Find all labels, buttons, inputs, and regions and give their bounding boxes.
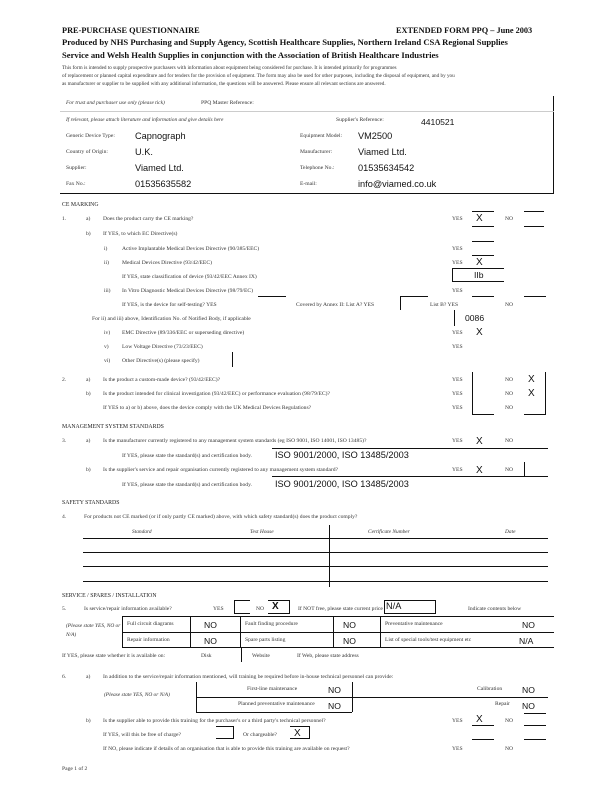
ivd-annex-text: Covered by Annex II: List A? YES (296, 302, 375, 308)
country-of-origin-value[interactable]: U.K. (135, 147, 153, 157)
service-value-special-tools[interactable]: N/A (519, 636, 534, 646)
q1a-yes-mark[interactable]: X (476, 213, 483, 224)
ce-marking-heading: CE MARKING (62, 202, 99, 208)
q6-free-text: If YES, will this be free of charge? (103, 732, 181, 738)
service-item-fault-finding: Fault finding procedure (245, 621, 298, 627)
q2a-text: Is the product a custom-made device? (93/42/EEC)? (103, 377, 221, 383)
q4-number: 4. (62, 514, 67, 520)
q2a-yes-label: YES (452, 377, 463, 383)
q5-number: 5. (62, 606, 67, 612)
telephone-label: Telephone No.: (300, 165, 335, 171)
directive-iv-yes-label: YES (452, 330, 463, 336)
classification-value[interactable]: IIb (474, 270, 484, 280)
q2b-text: Is the product intended for clinical investigation (93/42/EEC) or performance evaluation (98/79/EC)? (103, 391, 330, 397)
q2b-no-mark[interactable]: X (528, 388, 535, 399)
service-value-fault-finding[interactable]: NO (343, 620, 356, 630)
q3a-yes-label: YES (452, 438, 463, 444)
q2c-no-label: NO (505, 405, 514, 411)
q3-number: 3. (62, 438, 67, 444)
generic-device-type-label: Generic Device Type: (66, 133, 115, 139)
safety-table-header-line (83, 538, 548, 539)
directive-ii-yes-mark[interactable]: X (476, 257, 483, 268)
supplier-ref-value[interactable]: 4410521 (421, 117, 455, 127)
q1a-text: Does the product carry the CE marking? (103, 216, 194, 222)
q2b-yes-label: YES (452, 391, 463, 397)
classification-text: If YES, state classification of device (93/42/EEC Annex IX) (122, 274, 257, 280)
service-item-spare-parts: Spare parts listing (245, 637, 286, 643)
q5-yes-box[interactable] (234, 600, 250, 614)
q5-text: Is service/repair information available? (84, 606, 172, 612)
q3b-text: Is the supplier's service and repair organisation currently registered to any management system standard? (103, 467, 338, 473)
safety-table-row (83, 566, 548, 567)
q3a-standards-value[interactable]: ISO 9001/2000, ISO 13485/2003 (275, 450, 409, 460)
generic-device-type-value[interactable]: Capnograph (135, 131, 186, 141)
directive-iv-text: EMC Directive (89/336/EEC or superseding directive) (122, 330, 245, 336)
q3a-text: Is the manufacturer currently registered to any management system standards (eg ISO 9001, ISO 14001, ISO 13485)? (103, 438, 367, 444)
q5-media-website[interactable]: Website (252, 653, 270, 659)
directive-iv-yes-mark[interactable]: X (476, 327, 483, 338)
q2a-letter: a) (86, 377, 91, 383)
supplier-value[interactable]: Viamed Ltd. (135, 163, 184, 173)
page-number: Page 1 of 2 (62, 766, 88, 772)
country-of-origin-label: Country of Origin: (66, 149, 108, 155)
q2-no-column (524, 372, 546, 415)
q2a-no-mark[interactable]: X (528, 374, 535, 385)
q3b-yes-label: YES (452, 467, 463, 473)
directive-vi-text: Other Directive(s) (please specify) (122, 358, 200, 364)
q5-contents-text: Indicate contents below (468, 606, 522, 612)
safety-col-standard: Standard (132, 529, 152, 535)
manufacturer-value[interactable]: Viamed Ltd. (358, 147, 407, 157)
q6b-yes-mark[interactable]: X (476, 714, 483, 725)
directive-v-num: v) (104, 344, 109, 350)
service-item-special-tools: List of special tools/test equipment etc (385, 637, 472, 643)
ivd-listb-text: List B? YES (430, 302, 459, 308)
notified-body-text: For ii) and iii) above, Identification No. of Notified Body, if applicable (92, 316, 251, 322)
directive-ii-text: Medical Devices Directive (93/42/EEC) (122, 260, 212, 266)
safety-col-certificate: Certificate Number (368, 529, 410, 535)
ivd-self-test-text: If YES, is the device for self-testing? YES (122, 302, 217, 308)
directive-iv-num: iv) (104, 330, 111, 336)
q6a-letter: a) (86, 674, 91, 680)
q5-media-disk[interactable]: Disk (201, 653, 212, 659)
q2-yes-column (472, 372, 494, 415)
directive-i-text: Active Implantable Medical Devices Directive (90/385/EEC) (122, 246, 260, 252)
q2c-text: If YES to a) or b) above, does the device comply with the UK Medical Devices Regulations? (103, 405, 312, 411)
q6c-text: If NO, please indicate if details of an organisation that is able to provide this training are available on request? (103, 746, 350, 752)
q3a-no-label: NO (505, 438, 514, 444)
ppq-master-ref-label: PPQ Master Reference: (201, 100, 254, 106)
q2b-letter: b) (86, 391, 91, 397)
directive-i-yes-label: YES (452, 246, 463, 252)
manufacturer-label: Manufacturer: (300, 149, 332, 155)
directive-v-text: Low Voltage Directive (73/23/EEC) (122, 344, 203, 350)
q3a-letter: a) (86, 438, 91, 444)
training-value-ppm[interactable]: NO (328, 701, 341, 711)
q6c-yes-label: YES (452, 746, 463, 752)
directive-ii-num: ii) (104, 260, 109, 266)
service-value-repair-info[interactable]: NO (204, 636, 217, 646)
q6-chargeable-text: Or chargeable? (243, 732, 277, 738)
q3a-state-text: If YES, please state the standard(s) and certification body. (122, 453, 252, 459)
safety-col-test-house: Test House (250, 529, 274, 535)
service-value-circuit-diagrams[interactable]: NO (204, 620, 217, 630)
q3b-yes-mark[interactable]: X (476, 465, 483, 476)
service-value-preventative[interactable]: NO (522, 620, 535, 630)
ivd-annex-box[interactable] (400, 296, 428, 310)
q5-no-label: NO (256, 606, 265, 612)
q5-cost-value: N/A (386, 601, 402, 611)
q6-free-box[interactable] (216, 726, 234, 739)
service-heading: SERVICE / SPARES / INSTALLATION (62, 593, 157, 599)
supplier-ref-note: If relevant, please attach literature and information and give details here (66, 117, 224, 123)
q6-chargeable-mark: X (294, 728, 301, 739)
q3a-yes-mark[interactable]: X (476, 436, 483, 447)
directive-iii-text: In Vitro Diagnostic Medical Devices Directive (98/79/EC) (122, 288, 253, 294)
form-version: EXTENDED FORM PPQ – June 2003 (396, 26, 533, 35)
intro-line-3: as manufacturer or supplier to be supplied with any additional information, the questions will be answered. Please ensure all relevant sections are answered. (62, 81, 386, 87)
directive-v-yes-label: YES (452, 344, 463, 350)
q6a-text: In addition to the service/repair information mentioned, will training be required before in-house technical personnel can provide: (103, 674, 394, 680)
q3b-state-text: If YES, please state the standard(s) and certification body. (122, 482, 252, 488)
q5-yes-label: YES (213, 606, 224, 612)
q1b-text: If YES, to which EC Directive(s) (103, 231, 178, 237)
q5-web-address-text: If Web, please state address (297, 653, 359, 659)
q5-side-note: (Please state YES, NO or N/A) (66, 623, 121, 638)
safety-col-date: Date (505, 529, 516, 535)
service-item-repair-info: Repair information (127, 637, 170, 643)
service-item-circuit-diagrams: Full circuit diagrams (127, 621, 174, 627)
q1a-no-label: NO (505, 216, 514, 222)
producer-line-1: Produced by NHS Purchasing and Supply Agency, Scottish Healthcare Supplies, Northern Ireland CSA Regional Supplies (62, 37, 508, 47)
safety-heading: SAFETY STANDARDS (62, 500, 120, 506)
service-value-spare-parts[interactable]: NO (343, 636, 356, 646)
q6b-no-label: NO (505, 718, 514, 724)
notified-body-value[interactable]: 0086 (465, 313, 485, 323)
training-value-calibration[interactable]: NO (522, 685, 535, 695)
producer-line-2: Service and Welsh Health Supplies in conjunction with the Association of British Healthcare Industries (62, 50, 439, 60)
intro-line-1: This form is intended to supply prospective purchasers with information about equipment being considered for purchase. It is intended primarily for programmes (62, 65, 397, 71)
safety-table-divider (329, 525, 330, 587)
q1a-letter: a) (86, 216, 91, 222)
training-value-repair[interactable]: NO (522, 701, 535, 711)
q1-number: 1. (62, 216, 67, 222)
q1b-letter: b) (86, 231, 91, 237)
safety-table-row (83, 581, 548, 582)
directive-ii-yes-label: YES (452, 260, 463, 266)
training-item-ppm: Planned preventative maintenance (238, 701, 315, 707)
q6-number: 6. (62, 674, 67, 680)
training-item-first-line: First-line maintenance (247, 686, 298, 692)
management-heading: MANAGEMENT SYSTEM STANDARDS (62, 424, 164, 430)
training-value-first-line[interactable]: NO (328, 685, 341, 695)
supplier-ref-label: Supplier's Reference: (336, 117, 384, 123)
q5-media-text: If YES, please state whether it is available on: (62, 653, 166, 659)
q5-cost-text: If NOT free, please state current price (298, 606, 383, 612)
telephone-value[interactable]: 01535634542 (358, 163, 415, 173)
intro-line-2: of replacement or planned capital expenditure and for tenders for the provision of equipment. The form may also be used for other purposes, including the disposal of equipment, and by you (62, 73, 455, 79)
q6b-letter: b) (86, 718, 91, 724)
ppq-use-label: For trust and purchaser use only (please tick) (66, 100, 165, 106)
q3b-no-label: NO (505, 467, 514, 473)
q2b-no-label: NO (505, 391, 514, 397)
form-title: PRE-PURCHASE QUESTIONNAIRE (62, 26, 200, 35)
q6c-no-label: NO (505, 746, 514, 752)
email-value[interactable]: info@viamed.co.uk (358, 179, 437, 189)
supplier-label: Supplier: (66, 165, 87, 171)
q6b-text: Is the supplier able to provide this training for the purchaser's or a third party's technical personnel? (103, 718, 326, 724)
q3b-letter: b) (86, 467, 91, 473)
q4-text: For products not CE marked (or if only partly CE marked) above, with which safety standard(s) does the product comply? (84, 514, 358, 520)
equipment-model-label: Equipment Model: (300, 133, 343, 139)
q6b-yes-label: YES (452, 718, 463, 724)
q5-no-mark: X (272, 601, 279, 612)
q2c-yes-label: YES (452, 405, 463, 411)
fax-value[interactable]: 01535635582 (135, 179, 192, 189)
training-item-calibration: Calibration (477, 686, 503, 692)
ivd-no-label: NO (505, 302, 514, 308)
training-item-repair: Repair (495, 701, 510, 707)
q6-side-note: (Please state YES, NO or N/A) (104, 692, 170, 698)
q2-number: 2. (62, 377, 67, 383)
directive-iii-num: iii) (104, 288, 111, 294)
equipment-model-value[interactable]: VM2500 (358, 131, 393, 141)
service-item-preventative: Preventative maintenance (385, 621, 443, 627)
fax-label: Fax No.: (66, 181, 86, 187)
q1a-yes-label: YES (452, 216, 463, 222)
safety-table-row (83, 552, 548, 553)
directive-i-num: i) (104, 246, 108, 252)
directive-vi-num: vi) (104, 358, 111, 364)
email-label: E-mail: (300, 181, 317, 187)
q3b-standards-value[interactable]: ISO 9001/2000, ISO 13485/2003 (275, 479, 409, 489)
directive-iii-yes-label: YES (452, 288, 463, 294)
q2a-no-label: NO (505, 377, 514, 383)
